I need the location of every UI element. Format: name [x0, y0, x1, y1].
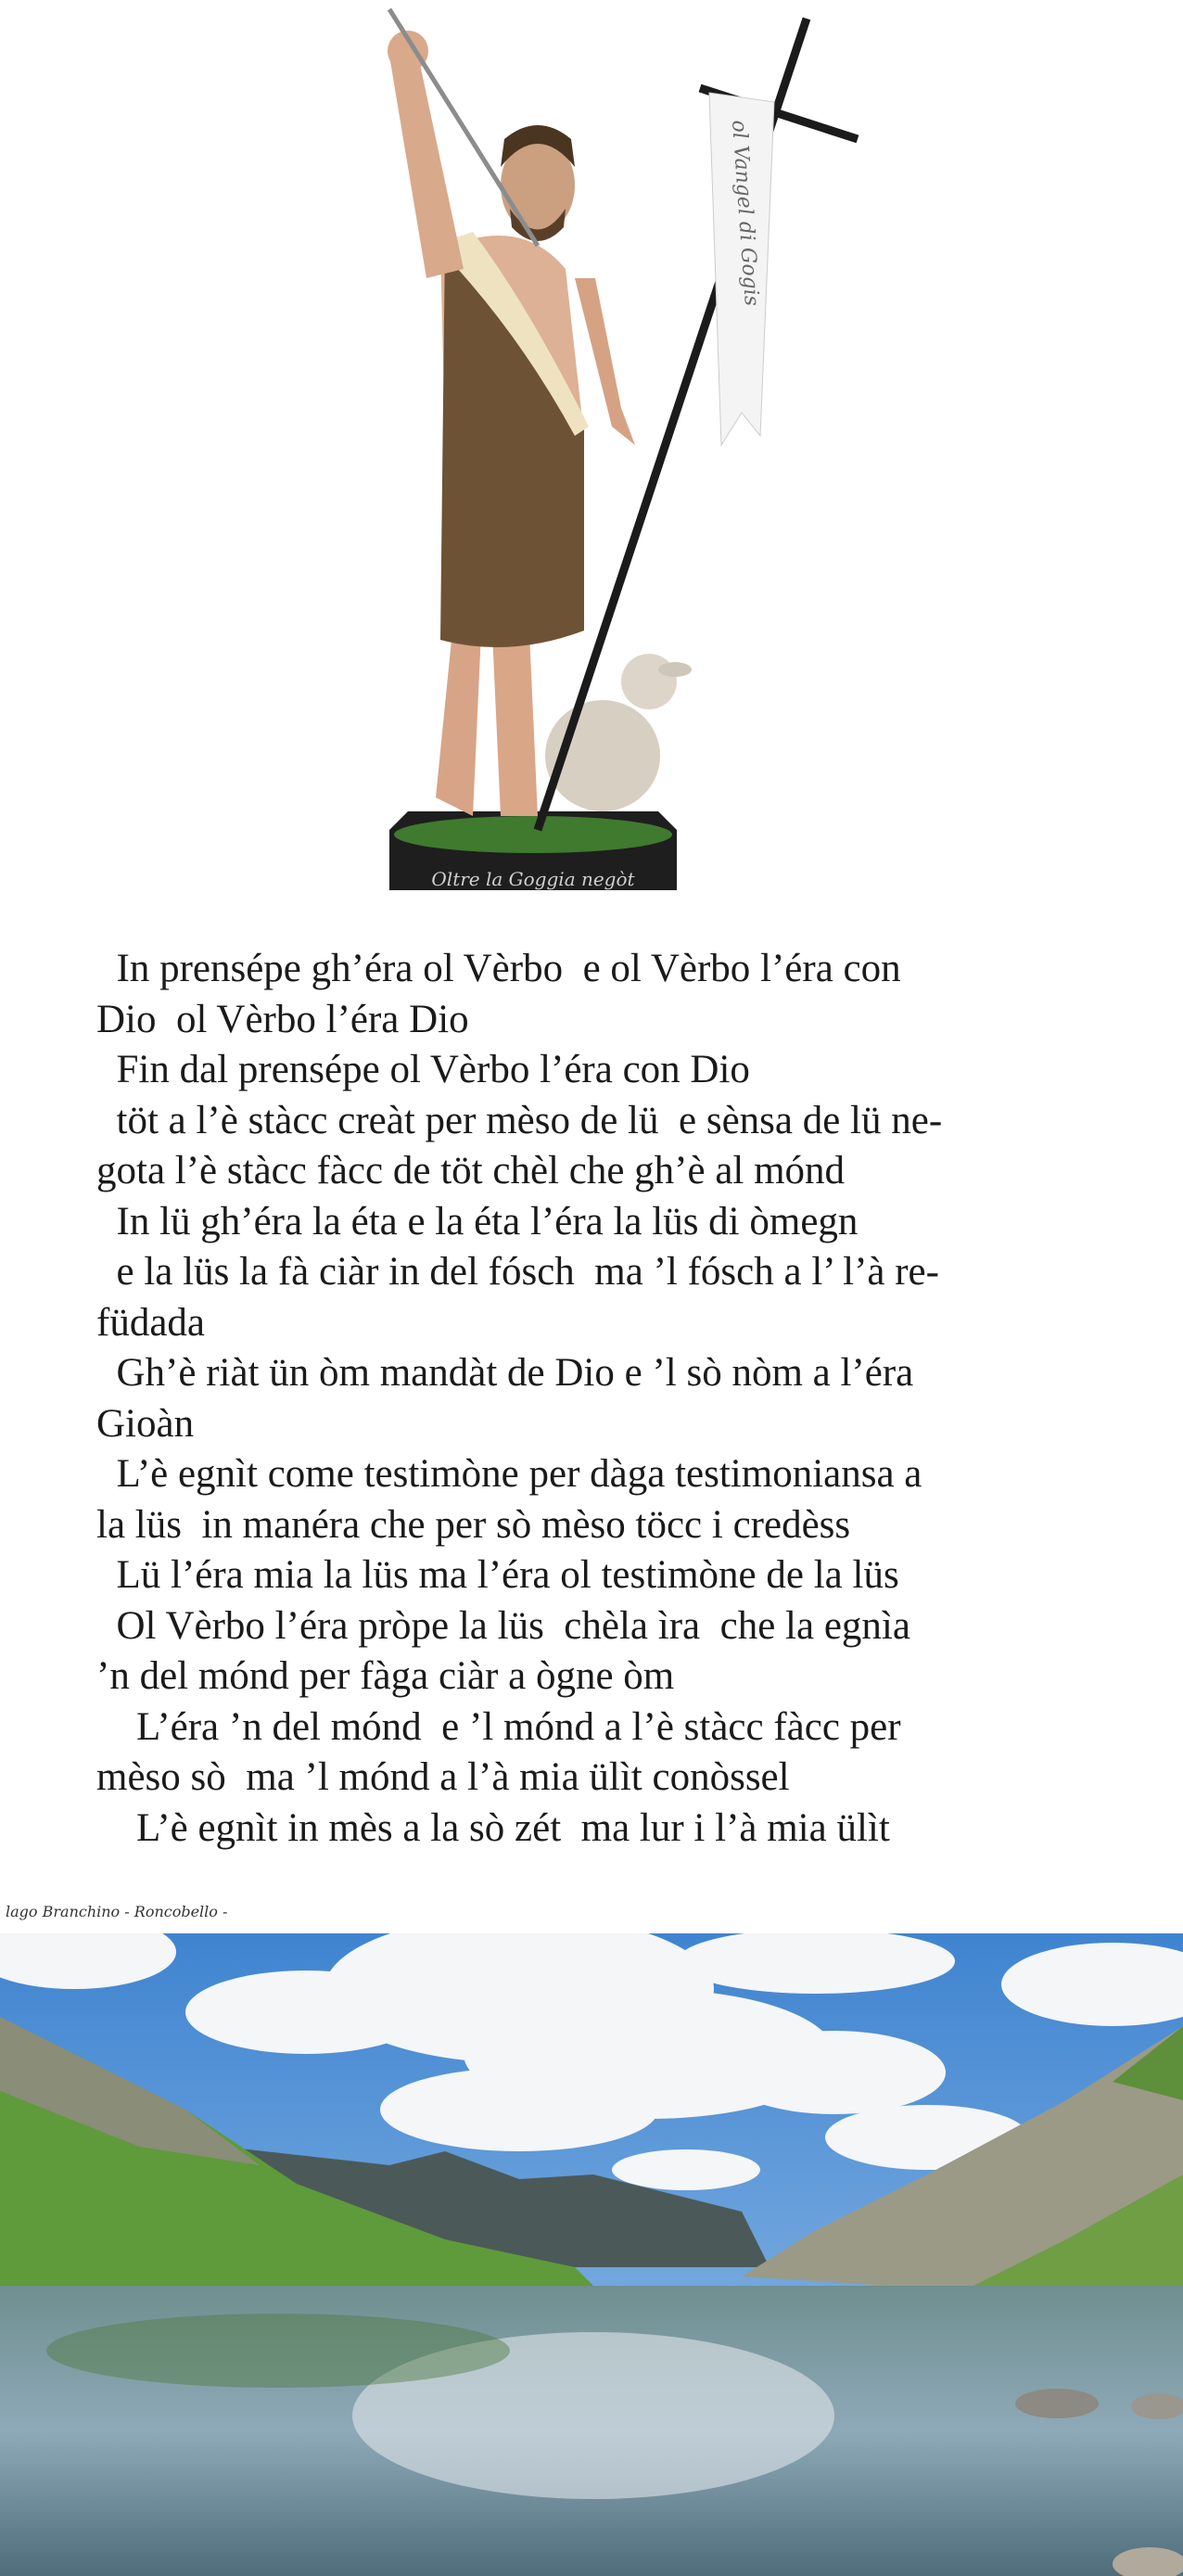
poem-line: töt a l’è stàcc creàt per mèso de lü e sènsa de lü ne-	[96, 1098, 943, 1142]
statue-illustration	[352, 0, 890, 909]
poem-line: L’è egnìt in mès a la sò zét ma lur i l’à mia ülìt	[96, 1805, 890, 1850]
poem-line: In prensépe gh’éra ol Vèrbo e ol Vèrbo l’éra con	[96, 947, 901, 990]
poem-line: Fin dal prensépe ol Vèrbo l’éra con Dio	[96, 1048, 750, 1091]
poem-text	[96, 944, 1042, 1854]
poem-line: mèso sò ma ’l mónd a l’à mia ülìt conòssel	[96, 1755, 790, 1799]
poem-line: füdada	[96, 1300, 205, 1345]
poem-line: Gioàn	[96, 1401, 195, 1446]
poem-line: Lü l’éra mia la lüs ma l’éra ol testimòne de la lüs	[96, 1553, 899, 1597]
poem-line: la lüs in manéra che per sò mèso töcc i credèss	[96, 1502, 851, 1547]
poem-line: In lü gh’éra la éta e la éta l’éra la lüs di òmegn	[96, 1199, 859, 1243]
poem-line: Dio ol Vèrbo l’éra Dio	[96, 997, 469, 1041]
photo-caption: lago Branchino - Roncobello -	[6, 1903, 228, 1920]
poem-line: L’è egnìt come testimòne per dàga testimoniansa a	[96, 1452, 922, 1496]
banner-text: ol Vangel di Gogis	[727, 119, 763, 307]
poem-line: ’n del mónd per fàga ciàr a ògne òm	[96, 1654, 675, 1698]
poem-line: e la lüs la fà ciàr in del fósch ma ’l fósch a l’ l’à re-	[96, 1250, 939, 1294]
poem-line: Ol Vèrbo l’éra pròpe la lüs chèla ìra che la egnìa	[96, 1603, 910, 1648]
poem-line: Gh’è riàt ün òm mandàt de Dio e ’l sò nòm a l’éra	[96, 1351, 914, 1395]
statue-base-text: Oltre la Goggia negòt	[431, 868, 635, 890]
poem-line: L’éra ’n del mónd e ’l mónd a l’è stàcc fàcc per	[96, 1704, 901, 1749]
poem-line: gota l’è stàcc fàcc de töt chèl che gh’è al mónd	[96, 1149, 846, 1192]
lake-landscape-photo	[0, 1933, 1183, 2576]
